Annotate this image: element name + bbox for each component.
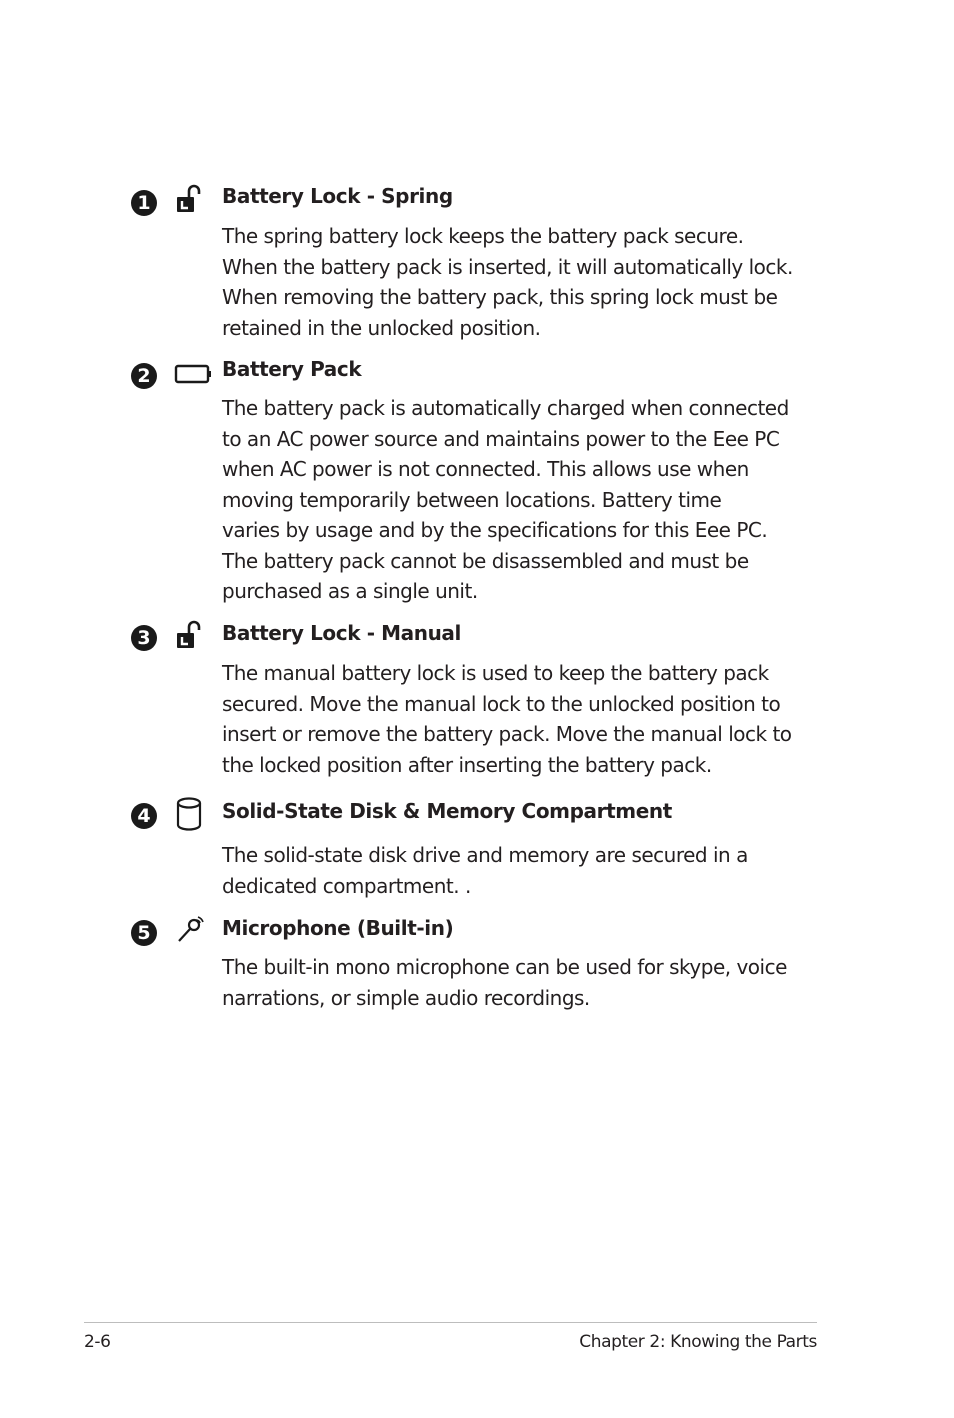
- unlock-icon: [174, 183, 206, 215]
- callout-number-2: 2: [131, 363, 157, 389]
- item-title: Battery Lock - Spring: [222, 184, 453, 208]
- item-description: The battery pack is automatically charged when connected to an AC power source and maintains power to the Eee PC when AC power is not connected. This allows use when moving temporarily between locations. Battery time varies by usage and by the specifications for this Eee PC. The battery pack cannot be disassembled and must be purchased as a single unit.: [222, 396, 789, 603]
- item-description: The solid-state disk drive and memory are secured in a dedicated compartment. .: [222, 843, 748, 898]
- item-title: Battery Pack: [222, 357, 362, 381]
- page-number: 2-6: [84, 1332, 111, 1352]
- chapter-title: Chapter 2: Knowing the Parts: [579, 1332, 817, 1352]
- callout-number-3: 3: [131, 625, 157, 651]
- disk-icon: [174, 796, 204, 832]
- microphone-icon: [174, 914, 206, 946]
- item-description: The manual battery lock is used to keep the battery pack secured. Move the manual lock to the unlocked position to insert or remove the battery pack. Move the manual lock to the locked position after inserting the battery pack.: [222, 661, 792, 777]
- footer-divider: [84, 1322, 817, 1323]
- callout-number-1: 1: [131, 190, 157, 216]
- item-description: The built-in mono microphone can be used for skype, voice narrations, or simple audio recordings.: [222, 955, 787, 1010]
- callout-number-5: 5: [131, 920, 157, 946]
- item-title: Solid-State Disk & Memory Compartment: [222, 799, 672, 823]
- callout-number-4: 4: [131, 803, 157, 829]
- item-description: The spring battery lock keeps the battery pack secure. When the battery pack is inserted, it will automatically lock. When removing the battery pack, this spring lock must be retained in the unlocked position.: [222, 224, 793, 340]
- item-title: Battery Lock - Manual: [222, 621, 461, 645]
- item-title: Microphone (Built-in): [222, 916, 454, 940]
- battery-icon: [174, 363, 212, 385]
- unlock-icon: [174, 619, 206, 651]
